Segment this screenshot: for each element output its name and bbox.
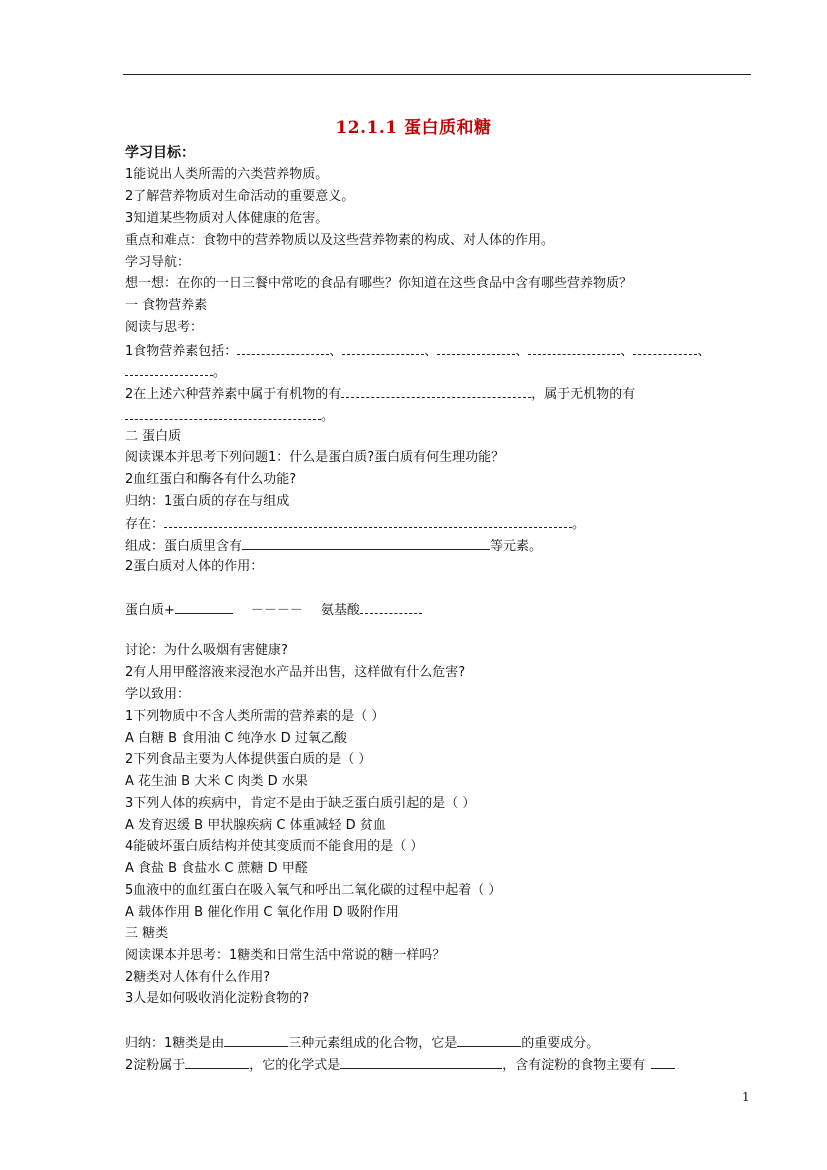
section-2-heading: 二 蛋白质 <box>125 429 182 444</box>
exercise-3: 3下列人体的疾病中，肯定不是由于缺乏蛋白质引起的是（ ） <box>125 796 476 811</box>
equation-arrow: －－－－ <box>250 603 303 618</box>
blank-6[interactable] <box>125 363 213 376</box>
goal-1: 1能说出人类所需的六类营养物质。 <box>125 167 329 182</box>
blank-2[interactable] <box>342 342 424 355</box>
starch-a: 2淀粉属于 <box>125 1058 186 1073</box>
exercise-1-options: A 白糖 B 食用油 C 纯净水 D 过氧乙酸 <box>125 731 347 746</box>
read-think: 阅读与思考： <box>125 320 204 335</box>
summary-1: 归纳：1蛋白质的存在与组成 <box>125 494 290 509</box>
sugar-summary <box>125 1034 599 1052</box>
equation-right: 氨基酸 <box>320 603 360 618</box>
composition-label: 组成：蛋白质里含有 <box>125 539 243 554</box>
read-question-2: 2血红蛋白和酶各有什么功能? <box>125 472 297 487</box>
existence-blank[interactable] <box>164 515 572 528</box>
blank-1[interactable] <box>237 342 329 355</box>
sugar-question-2: 2糖类对人体有什么作用? <box>125 970 271 985</box>
sugar-question-3: 3人是如何吸收消化淀粉食物的? <box>125 991 310 1006</box>
exercise-5: 5血液中的血红蛋白在吸入氧气和呼出二氧化碳的过程中起着（ ） <box>125 883 502 898</box>
starch-formula-blank[interactable] <box>340 1056 502 1069</box>
think-question: 想一想：在你的一日三餐中常吃的食品有哪些？你知道在这些食品中含有哪些营养物质？ <box>125 276 633 291</box>
question-2-label: 2在上述六种营养素中属于有机物的有 <box>125 387 342 402</box>
equation-left: 蛋白质+ <box>125 603 175 618</box>
protein-effect: 2蛋白质对人体的作用： <box>125 559 264 574</box>
composition-suffix: 等元素。 <box>490 539 543 554</box>
key-points: 重点和难点：食物中的营养物质以及这些营养物素的构成、对人体的作用。 <box>125 233 555 248</box>
existence-label: 存在： <box>125 517 165 532</box>
existence-line <box>125 515 585 533</box>
question-1-label: 1食物营养素包括： <box>125 344 238 359</box>
inorganic-blank[interactable] <box>125 407 321 420</box>
blank-4[interactable] <box>528 342 620 355</box>
period: 。 <box>321 409 335 424</box>
discussion-1: 讨论：为什么吸烟有害健康? <box>125 643 288 658</box>
starch-line <box>125 1056 675 1074</box>
section-3-heading: 三 糖类 <box>125 926 169 941</box>
sugar-elements-blank[interactable] <box>224 1034 288 1047</box>
exercise-4-options: A 食盐 B 食盐水 C 蔗糖 D 甲醛 <box>125 861 308 876</box>
exercise-3-options: A 发育迟缓 B 甲状腺疾病 C 体重减轻 D 贫血 <box>125 818 386 833</box>
section-1-heading: 一 食物营养素 <box>125 298 208 313</box>
composition-line <box>125 537 542 555</box>
question-2 <box>125 385 635 403</box>
equation-blank[interactable] <box>175 601 233 614</box>
study-guide: 学习导航： <box>125 255 191 270</box>
starch-b: ，它的化学式是 <box>249 1058 341 1073</box>
discussion-2: 2有人用甲醛溶液来浸泡水产品并出售，这样做有什么危害? <box>125 665 466 680</box>
page-title: 12.1.1 蛋白质和糖 <box>335 118 492 138</box>
exercise-2: 2下列食品主要为人体提供蛋白质的是（ ） <box>125 752 372 767</box>
question-1 <box>125 342 710 360</box>
header-rule <box>123 74 751 75</box>
sugar-summary-b: 三种元素组成的化合物，它是 <box>288 1036 458 1051</box>
blank-3[interactable] <box>437 342 515 355</box>
goals-heading: 学习目标： <box>125 145 195 161</box>
period: 。 <box>213 365 227 380</box>
goal-3: 3知道某些物质对人体健康的危害。 <box>125 211 329 226</box>
separator: 、 <box>329 344 343 359</box>
exercise-2-options: A 花生油 B 大米 C 肉类 D 水果 <box>125 774 308 789</box>
separator: 、 <box>697 344 711 359</box>
exercise-5-options: A 载体作用 B 催化作用 C 氧化作用 D 吸附作用 <box>125 905 399 920</box>
goal-2: 2了解营养物质对生命活动的重要意义。 <box>125 189 355 204</box>
exercise-1: 1下列物质中不含人类所需的营养素的是（ ） <box>125 709 385 724</box>
question-2-cont <box>125 407 334 425</box>
question-1-cont <box>125 363 226 381</box>
protein-equation <box>125 601 422 619</box>
separator: 、 <box>515 344 529 359</box>
apply-heading: 学以致用： <box>125 687 191 702</box>
equation-tail <box>360 601 422 614</box>
sugar-summary-c: 的重要成分。 <box>521 1036 600 1051</box>
blank-5[interactable] <box>633 342 697 355</box>
separator: 、 <box>424 344 438 359</box>
question-2-mid: ，属于无机物的有 <box>531 387 636 402</box>
period: 。 <box>572 517 586 532</box>
separator: 、 <box>620 344 634 359</box>
page-number: 1 <box>742 1090 750 1104</box>
sugar-question-1: 阅读课本并思考：1糖类和日常生活中常说的糖一样吗？ <box>125 948 446 963</box>
starch-foods-blank[interactable] <box>651 1056 675 1069</box>
sugar-component-blank[interactable] <box>457 1034 521 1047</box>
read-question-1: 阅读课本并思考下列问题1：什么是蛋白质?蛋白质有何生理功能？ <box>125 450 505 465</box>
organic-blank[interactable] <box>341 385 531 398</box>
exercise-4: 4能破坏蛋白质结构并使其变质而不能食用的是（ ） <box>125 839 424 854</box>
composition-blank[interactable] <box>242 537 490 550</box>
sugar-summary-a: 归纳：1糖类是由 <box>125 1036 225 1051</box>
starch-c: ，含有淀粉的食物主要有 <box>502 1058 646 1073</box>
starch-type-blank[interactable] <box>185 1056 249 1069</box>
